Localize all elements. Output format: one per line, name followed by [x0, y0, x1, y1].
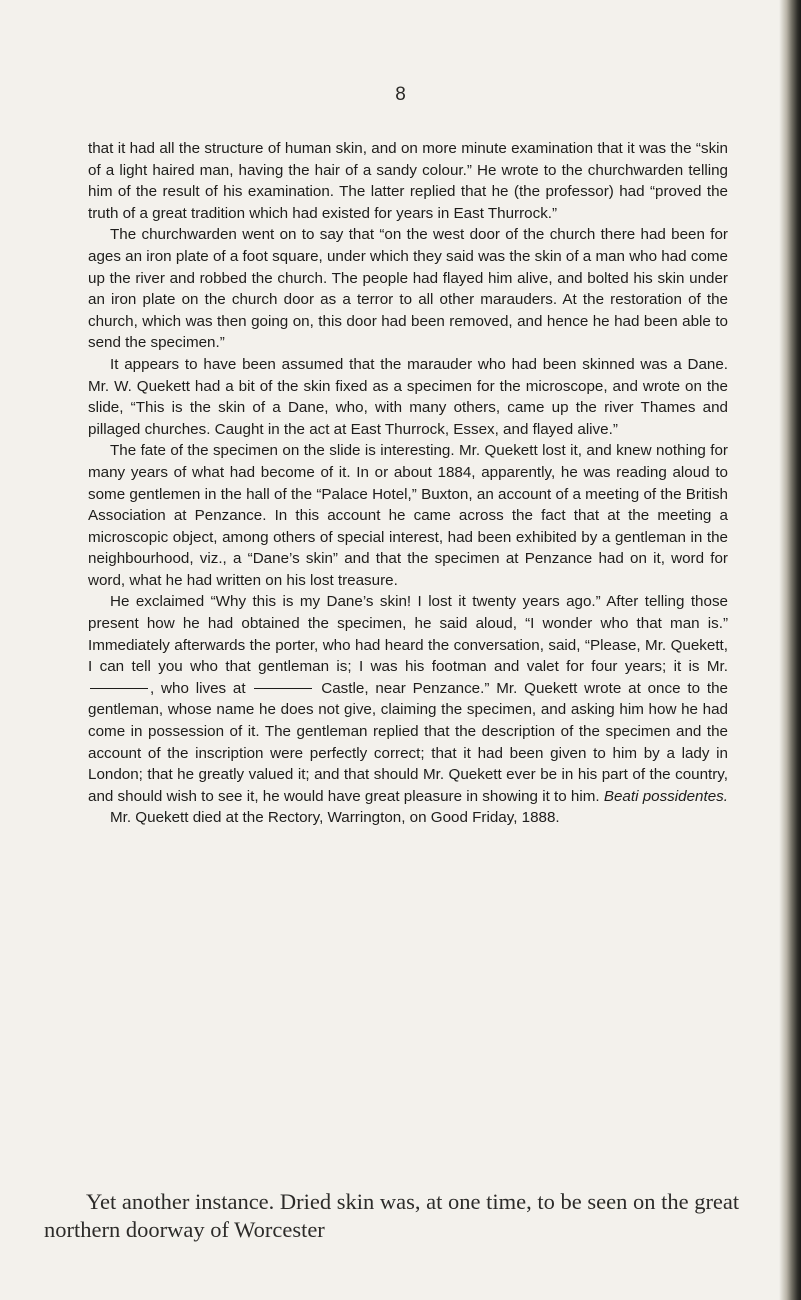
paragraph: Mr. Quekett died at the Rectory, Warrington, on Good Friday, 1888. — [110, 809, 560, 827]
paragraph-text: Castle, near Penzance.” Mr. Quekett wrote at once to the gentleman, whose name he does not give, claiming the specimen, and asking him how he had come in possession of it. The gentleman replied that the description of the specimen and the account of the inscription were perfectly correct; that it had been given to him by a lady in London; that he greatly valued it; and that should Mr. Quekett ever be in his part of the country, and should wish to see it, he would have great pleasure in showing it to him. — [88, 679, 728, 805]
paragraph: The churchwarden went on to say that “on the west door of the church there had been for ages an iron plate of a foot square, under which they said was the skin of a man who had come up the river and robbed the church. The people had flayed him alive, and bolted his skin under an iron plate on the church door as a terror to all other marauders. At the restoration of the church, which was then going on, this door had been removed, and hence he had been able to send the specimen.” — [88, 226, 728, 352]
paragraph: The fate of the specimen on the slide is interesting. Mr. Quekett lost it, and knew nothing for many years of what had become of it. In or about 1884, apparently, he was reading aloud to some gentlemen in the hall of the “Palace Hotel,” Buxton, an account of a meeting of the British Association at Penzance. In this account he came across the fact that at the meeting a microscopic object, among others of special interest, had been exhibited by a gentleman in the neighbourhood, viz., a “Dane’s skin” and that the specimen at Penzance had on it, word for word, what he had written on his lost treasure. — [88, 442, 728, 589]
redaction-dash — [90, 688, 148, 689]
paragraph-text: , who lives at — [150, 679, 246, 697]
paragraph-text: He exclaimed “Why this is my Dane’s skin! I lost it twenty years ago.” After telling those present how he had obtained the specimen, he said aloud, “I wonder who that man is.” Immediately afterwards the porter, who had heard the conversation, said, “Please, Mr. Quekett, I can tell you who that gentleman is; I was his footman and valet for four years; it is Mr. — [88, 593, 728, 676]
article-body — [88, 138, 728, 829]
latin-phrase: Beati possidentes. — [603, 787, 728, 805]
page-edge-shadow — [779, 0, 801, 1300]
continuation-text — [44, 1188, 744, 1244]
paragraph — [88, 591, 728, 807]
page-number: 8 — [395, 84, 406, 105]
paragraph: Yet another instance. Dried skin was, at one time, to be seen on the great northern doorway of Worcester — [44, 1189, 740, 1242]
paragraph: It appears to have been assumed that the marauder who had been skinned was a Dane. Mr. W. Quekett had a bit of the skin fixed as a specimen for the microscope, and wrote on the slide, “This is the skin of a Dane, who, with many others, came up the river Thames and pillaged churches. Caught in the act at East Thurrock, Essex, and flayed alive.” — [88, 355, 728, 438]
paragraph: that it had all the structure of human skin, and on more minute examination that it was the “skin of a light haired man, having the hair of a sandy colour.” He wrote to the churchwarden telling him of the result of his examination. The latter replied that he (the professor) had “proved the truth of a great tradition which had existed for years in East Thurrock.” — [88, 140, 728, 222]
redaction-dash — [254, 688, 312, 689]
